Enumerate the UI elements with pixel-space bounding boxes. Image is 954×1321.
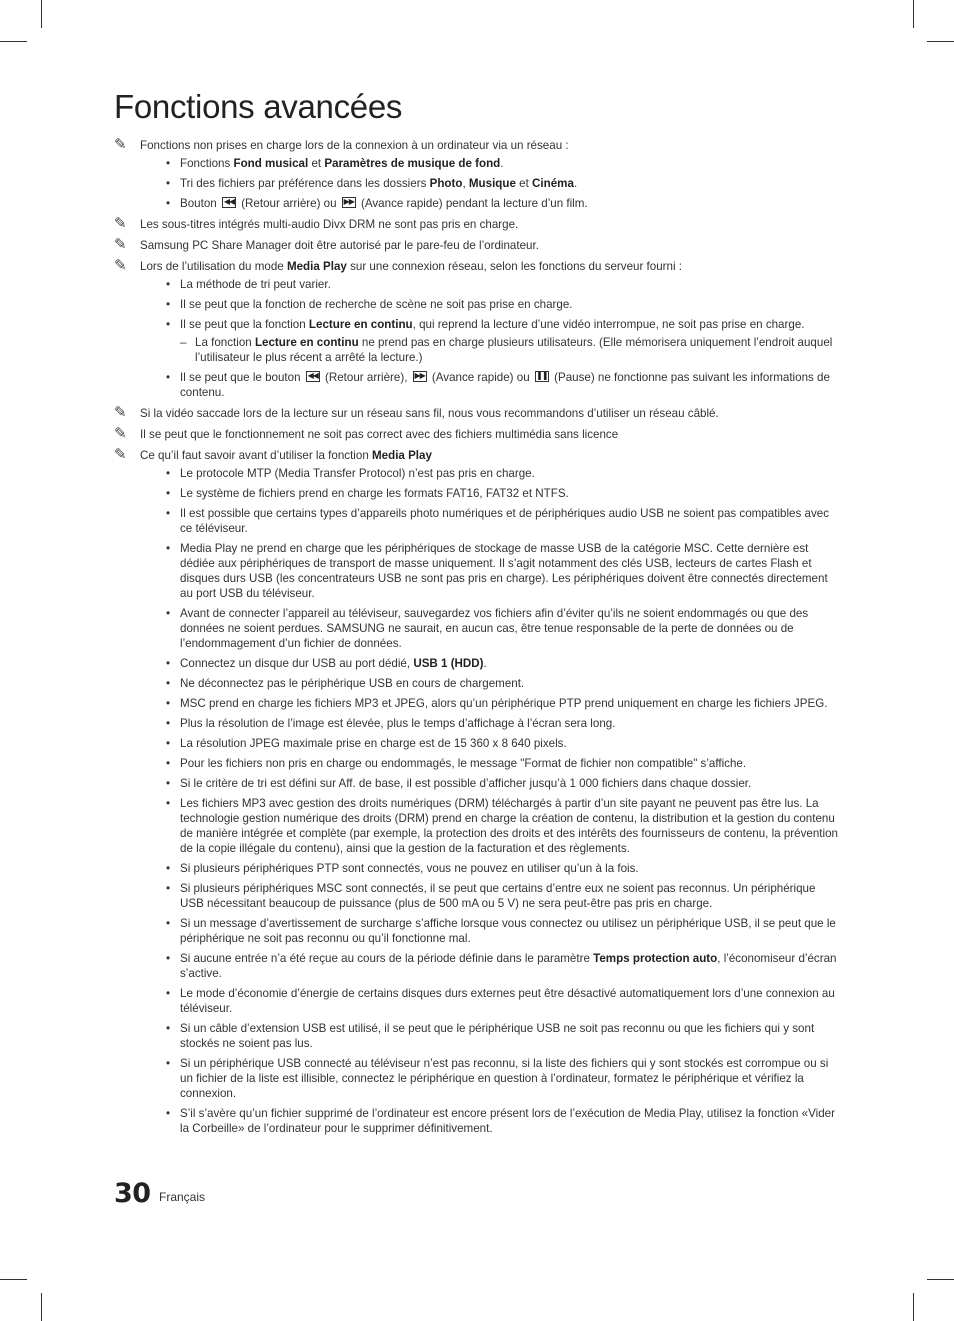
bullet-list bbox=[140, 156, 840, 211]
bullet-item: • Si le critère de tri est défini sur Aff. de base, il est possible d’afficher jusqu’à 1 000 fichiers dans chaque dossier. bbox=[166, 777, 752, 790]
crop-mark bbox=[927, 1279, 954, 1280]
bullet-dot-icon: • bbox=[166, 657, 171, 670]
note-pencil-icon: ✎ bbox=[114, 235, 127, 253]
note-pencil-icon: ✎ bbox=[114, 445, 127, 463]
pause-icon: ❚❚ bbox=[536, 371, 548, 380]
note-text: Fonctions non prises en charge lors de la connexion à un ordinateur via un réseau : bbox=[140, 139, 569, 152]
note-pencil-icon: ✎ bbox=[114, 424, 127, 442]
note-pencil-icon: ✎ bbox=[114, 403, 127, 421]
bullet-item: • Le mode d’économie d’énergie de certains disques durs externes peut être désactivé automatiquement lors d’une connexion au téléviseur. bbox=[166, 987, 835, 1015]
page-number: 30 bbox=[114, 1178, 151, 1209]
bullet-item: • Fonctions Fond musical et Paramètres de musique de fond. bbox=[166, 157, 504, 170]
note-item bbox=[114, 214, 840, 232]
bullet-dot-icon: • bbox=[166, 197, 171, 210]
bullet-dot-icon: • bbox=[166, 371, 171, 384]
crop-mark bbox=[913, 0, 914, 28]
bullet-dot-icon: • bbox=[166, 952, 171, 965]
bullet-dot-icon: • bbox=[166, 542, 171, 555]
bullet-item: • La résolution JPEG maximale prise en charge est de 15 360 x 8 640 pixels. bbox=[166, 737, 567, 750]
bullet-list bbox=[140, 277, 840, 400]
bullet-item: • MSC prend en charge les fichiers MP3 et JPEG, alors qu’un périphérique PTP prend uniquement en charge les fichiers JPEG. bbox=[166, 697, 828, 710]
bullet-dot-icon: • bbox=[166, 797, 171, 810]
crop-mark bbox=[41, 1293, 42, 1321]
crop-mark bbox=[0, 41, 27, 42]
note-item bbox=[114, 424, 840, 442]
bullet-item: • Le protocole MTP (Media Transfer Protocol) n’est pas pris en charge. bbox=[166, 467, 535, 480]
bullet-dot-icon: • bbox=[166, 1107, 171, 1120]
note-text: Samsung PC Share Manager doit être autorisé par le pare-feu de l’ordinateur. bbox=[140, 239, 539, 252]
crop-mark bbox=[0, 1279, 27, 1280]
bullet-item: • Connectez un disque dur USB au port dédié, USB 1 (HDD). bbox=[166, 657, 487, 670]
bullet-item: • Si aucune entrée n’a été reçue au cours de la période définie dans le paramètre Temps protection auto, l’économiseur d’écran s’active. bbox=[166, 952, 837, 980]
bold-term: Lecture en continu bbox=[308, 318, 413, 331]
bold-term: Cinéma bbox=[532, 177, 574, 190]
bold-term: Paramètres de musique de fond bbox=[324, 157, 501, 170]
note-item bbox=[114, 135, 840, 211]
dash-item: – La fonction Lecture en continu ne prend pas en charge plusieurs utilisateurs. (Elle mémorisera uniquement l’endroit auquel l’utilisateur le plus récent a arrêté la lecture.) bbox=[180, 336, 833, 364]
bullet-item: • Il se peut que la fonction Lecture en continu, qui reprend la lecture d’une vidéo interrompue, ne soit pas prise en charge. – La fonction Lecture en continu ne prend pas en charge plusieurs utilisateurs. (Elle mémorisera uniquement l’endroit auquel l’utilisateur le plus récent a arrêté la lecture.) bbox=[180, 317, 840, 365]
note-pencil-icon: ✎ bbox=[114, 256, 127, 274]
bullet-dot-icon: • bbox=[166, 607, 171, 620]
bold-term: Musique bbox=[468, 177, 516, 190]
bullet-list bbox=[140, 466, 840, 1136]
note-pencil-icon: ✎ bbox=[114, 135, 127, 153]
crop-mark bbox=[41, 0, 42, 28]
bullet-item: • Il se peut que la fonction de recherche de scène ne soit pas prise en charge. bbox=[166, 298, 573, 311]
note-text: Ce qu’il faut savoir avant d’utiliser la fonction Media Play bbox=[140, 449, 432, 462]
bullet-dot-icon: • bbox=[166, 677, 171, 690]
bold-term: Media Play bbox=[286, 260, 347, 273]
bullet-dot-icon: • bbox=[166, 697, 171, 710]
note-text: Lors de l’utilisation du mode Media Play sur une connexion réseau, selon les fonctions du serveur fourni : bbox=[140, 260, 683, 273]
crop-mark bbox=[927, 41, 954, 42]
bullet-dot-icon: • bbox=[166, 278, 171, 291]
bullet-dot-icon: • bbox=[166, 318, 171, 331]
rewind-icon: ◀◀ bbox=[307, 371, 318, 380]
note-text: Les sous-titres intégrés multi-audio Divx DRM ne sont pas pris en charge. bbox=[140, 218, 519, 231]
bullet-item: • Il se peut que le bouton ◀◀ (Retour arrière), ▶▶ (Avance rapide) ou ❚❚ (Pause) ne fonctionne pas suivant les informations de contenu. bbox=[166, 371, 830, 399]
bullet-dot-icon: • bbox=[166, 777, 171, 790]
bullet-dot-icon: • bbox=[166, 177, 171, 190]
bold-term: Photo bbox=[429, 177, 463, 190]
bullet-item: • S’il s’avère qu’un fichier supprimé de l’ordinateur est encore présent lors de l’exécution de Media Play, utilisez la fonction «Vider la Corbeille» de l’ordinateur pour le supprimer définitivement. bbox=[166, 1107, 835, 1135]
bold-term: USB 1 (HDD) bbox=[413, 657, 484, 670]
bullet-dot-icon: • bbox=[166, 717, 171, 730]
notes-content bbox=[114, 135, 840, 1141]
bullet-dot-icon: • bbox=[166, 487, 171, 500]
bullet-item: • Si plusieurs périphériques PTP sont connectés, vous ne pouvez en utiliser qu’un à la fois. bbox=[166, 862, 639, 875]
bullet-dot-icon: • bbox=[166, 467, 171, 480]
note-pencil-icon: ✎ bbox=[114, 214, 127, 232]
bullet-dot-icon: • bbox=[166, 757, 171, 770]
bullet-item: • Ne déconnectez pas le périphérique USB en cours de chargement. bbox=[166, 677, 525, 690]
rewind-icon: ◀◀ bbox=[223, 197, 235, 206]
bullet-item: • Avant de connecter l’appareil au téléviseur, sauvegardez vos fichiers afin d’éviter qu’ils ne soient endommagés ou que des données ne soient perdues. SAMSUNG ne saurait, en aucun cas, être tenue responsable de la perte de données ou de l’endommagement d’un fichier de données. bbox=[166, 607, 809, 650]
bullet-dot-icon: • bbox=[166, 507, 171, 520]
bullet-item: • Media Play ne prend en charge que les périphériques de stockage de masse USB de la catégorie MSC. Cette dernière est dédiée aux périphériques de transport de masse uniquement. Il s’agit notamment des clés USB, lecteurs de cartes Flash et disques durs USB (les concentrateurs USB ne sont pas pris en charge). Les périphériques doivent être connectés directement au port USB du téléviseur. bbox=[166, 542, 828, 600]
fast-forward-icon: ▶▶ bbox=[414, 371, 425, 380]
bullet-item: • La méthode de tri peut varier. bbox=[166, 278, 331, 291]
bullet-item: • Bouton ◀◀ (Retour arrière) ou ▶▶ (Avance rapide) pendant la lecture d’un film. bbox=[166, 197, 588, 210]
bullet-item: • Plus la résolution de l’image est élevée, plus le temps d’affichage à l’écran sera long. bbox=[166, 717, 616, 730]
dash-list bbox=[180, 335, 840, 365]
bullet-dot-icon: • bbox=[166, 882, 171, 895]
page-title: Fonctions avancées bbox=[114, 88, 403, 125]
note-item bbox=[114, 235, 840, 253]
bullet-dot-icon: • bbox=[166, 157, 171, 170]
bullet-dot-icon: • bbox=[166, 737, 171, 750]
dash-marker-icon: – bbox=[180, 336, 187, 349]
note-item bbox=[114, 403, 840, 421]
bold-term: Temps protection auto bbox=[593, 952, 718, 965]
bold-term: Lecture en continu bbox=[254, 336, 359, 349]
bullet-item: • Si plusieurs périphériques MSC sont connectés, il se peut que certains d’entre eux ne soient pas reconnus. Un périphérique USB nécessitant beaucoup de puissance (plus de 500 mA ou 5 V) ne sera peut-être pas pris en charge. bbox=[166, 882, 816, 910]
bullet-item: • Pour les fichiers non pris en charge ou endommagés, le message "Format de fichier non compatible" s’affiche. bbox=[166, 757, 747, 770]
language-label: Français bbox=[159, 1190, 206, 1204]
fast-forward-icon: ▶▶ bbox=[343, 197, 354, 206]
bullet-item: • Les fichiers MP3 avec gestion des droits numériques (DRM) téléchargés à partir d’un site payant ne peuvent pas être lus. La technologie gestion numérique des droits (DRM) prend en charge la création de contenu, la distribution et la gestion du contenu de manière intégrée et complète (par exemple, la protection des droits et des intérêts des fournisseurs de contenu, la prévention de la copie illégale du contenu), ainsi que la gestion de la facturation et des règlements. bbox=[166, 797, 838, 855]
bullet-dot-icon: • bbox=[166, 298, 171, 311]
bullet-dot-icon: • bbox=[166, 1057, 171, 1070]
bullet-item: • Si un message d’avertissement de surcharge s’affiche lorsque vous connectez ou utilisez un périphérique USB, il se peut que le périphérique ne soit pas reconnu ou qu’il fonctionne mal. bbox=[166, 917, 836, 945]
note-text: Il se peut que le fonctionnement ne soit pas correct avec des fichiers multimédia sans licence bbox=[140, 428, 619, 441]
bold-term: Media Play bbox=[372, 449, 432, 462]
bullet-item: • Le système de fichiers prend en charge les formats FAT16, FAT32 et NTFS. bbox=[166, 487, 569, 500]
note-item bbox=[114, 445, 840, 1136]
bullet-dot-icon: • bbox=[166, 1022, 171, 1035]
bullet-item: • Tri des fichiers par préférence dans les dossiers Photo, Musique et Cinéma. bbox=[166, 177, 578, 190]
note-text: Si la vidéo saccade lors de la lecture sur un réseau sans fil, nous vous recommandons d’utiliser un réseau câblé. bbox=[140, 407, 719, 420]
bold-term: Fond musical bbox=[233, 157, 309, 170]
note-item bbox=[114, 256, 840, 400]
bullet-dot-icon: • bbox=[166, 987, 171, 1000]
bullet-item: • Si un câble d’extension USB est utilisé, il se peut que le périphérique USB ne soit pas reconnu ou que les fichiers qui y sont stockés ne soient pas lus. bbox=[166, 1022, 815, 1050]
page-footer bbox=[114, 1178, 206, 1218]
bullet-item: • Il est possible que certains types d’appareils photo numériques et de périphériques audio USB ne soient pas compatibles avec ce téléviseur. bbox=[166, 507, 829, 535]
bullet-item: • Si un périphérique USB connecté au téléviseur n’est pas reconnu, si la liste des fichiers qui y sont stockés est corrompue ou si un fichier de la liste est illisible, connectez le périphérique en question à l’ordinateur, formatez le périphérique et vérifiez la connexion. bbox=[166, 1057, 829, 1100]
bullet-dot-icon: • bbox=[166, 917, 171, 930]
bullet-dot-icon: • bbox=[166, 862, 171, 875]
crop-mark bbox=[913, 1293, 914, 1321]
